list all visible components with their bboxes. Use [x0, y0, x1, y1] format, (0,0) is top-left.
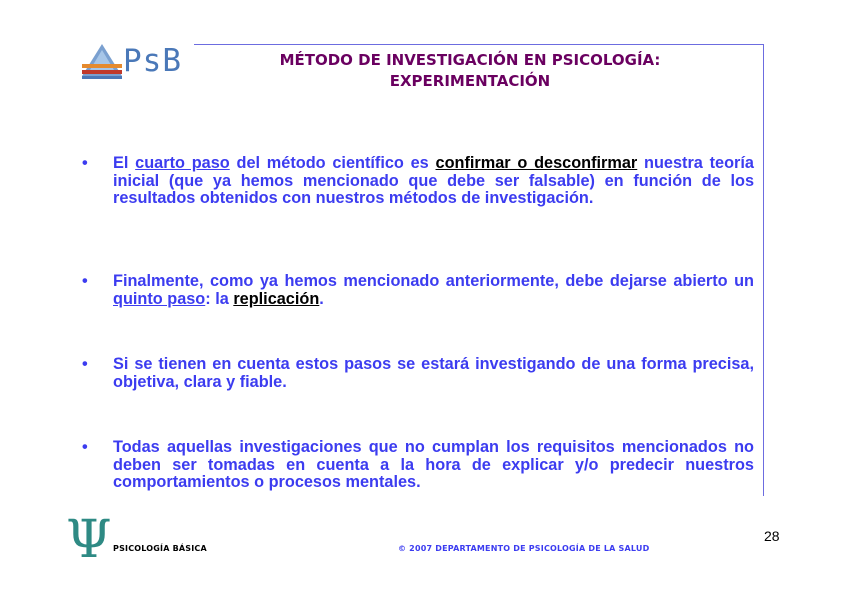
title-line-1: MÉTODO DE INVESTIGACIÓN EN PSICOLOGÍA: [279, 51, 661, 69]
bullet-marker: • [82, 154, 88, 172]
slide-title [200, 50, 740, 92]
logo-wordmark: PsB [123, 43, 182, 79]
highlight-quinto-paso: quinto paso [113, 289, 206, 308]
bullet-text: Si se tienen en cuenta estos pasos se estará investigando de una forma precisa, objetiva, clara y fiable. [113, 355, 754, 391]
right-border-line [763, 44, 764, 496]
highlight-cuarto-paso: cuarto paso [135, 154, 230, 172]
text-run: . [319, 289, 324, 308]
bullet-text [113, 273, 754, 308]
text-run: : la [205, 289, 234, 308]
bullet-text [113, 155, 754, 208]
bullet-marker: • [82, 272, 88, 290]
footer-course-label: PSICOLOGÍA BÁSICA [113, 544, 207, 553]
header-divider [194, 44, 764, 45]
bullet-marker: • [82, 355, 88, 373]
text-run: Finalmente, como ya hemos mencionado anteriormente, debe dejarse abierto un [113, 272, 754, 290]
page-number: 28 [764, 528, 780, 544]
text-run: El [113, 154, 136, 172]
highlight-replicacion: replicación [233, 289, 320, 308]
text-run: nuestra teoría inicial (que ya hemos mencionado que debe ser falsable) en función de los resultados obtenidos con nuestros métodos de investigación. [113, 154, 754, 207]
bullet-text: Todas aquellas investigaciones que no cumplan los requisitos mencionados no deben ser tomadas en cuenta a la hora de explicar y/o predecir nuestros comportamientos o procesos mentales. [113, 438, 754, 491]
text-run: del método científico es [229, 154, 436, 172]
footer-copyright: © 2007 DEPARTAMENTO DE PSICOLOGÍA DE LA SALUD [398, 544, 650, 553]
bullet-marker: • [82, 438, 88, 456]
highlight-confirmar: confirmar o desconfirmar [435, 154, 638, 172]
title-line-2: EXPERIMENTACIÓN [389, 72, 551, 90]
psi-icon: Ψ [66, 510, 112, 570]
